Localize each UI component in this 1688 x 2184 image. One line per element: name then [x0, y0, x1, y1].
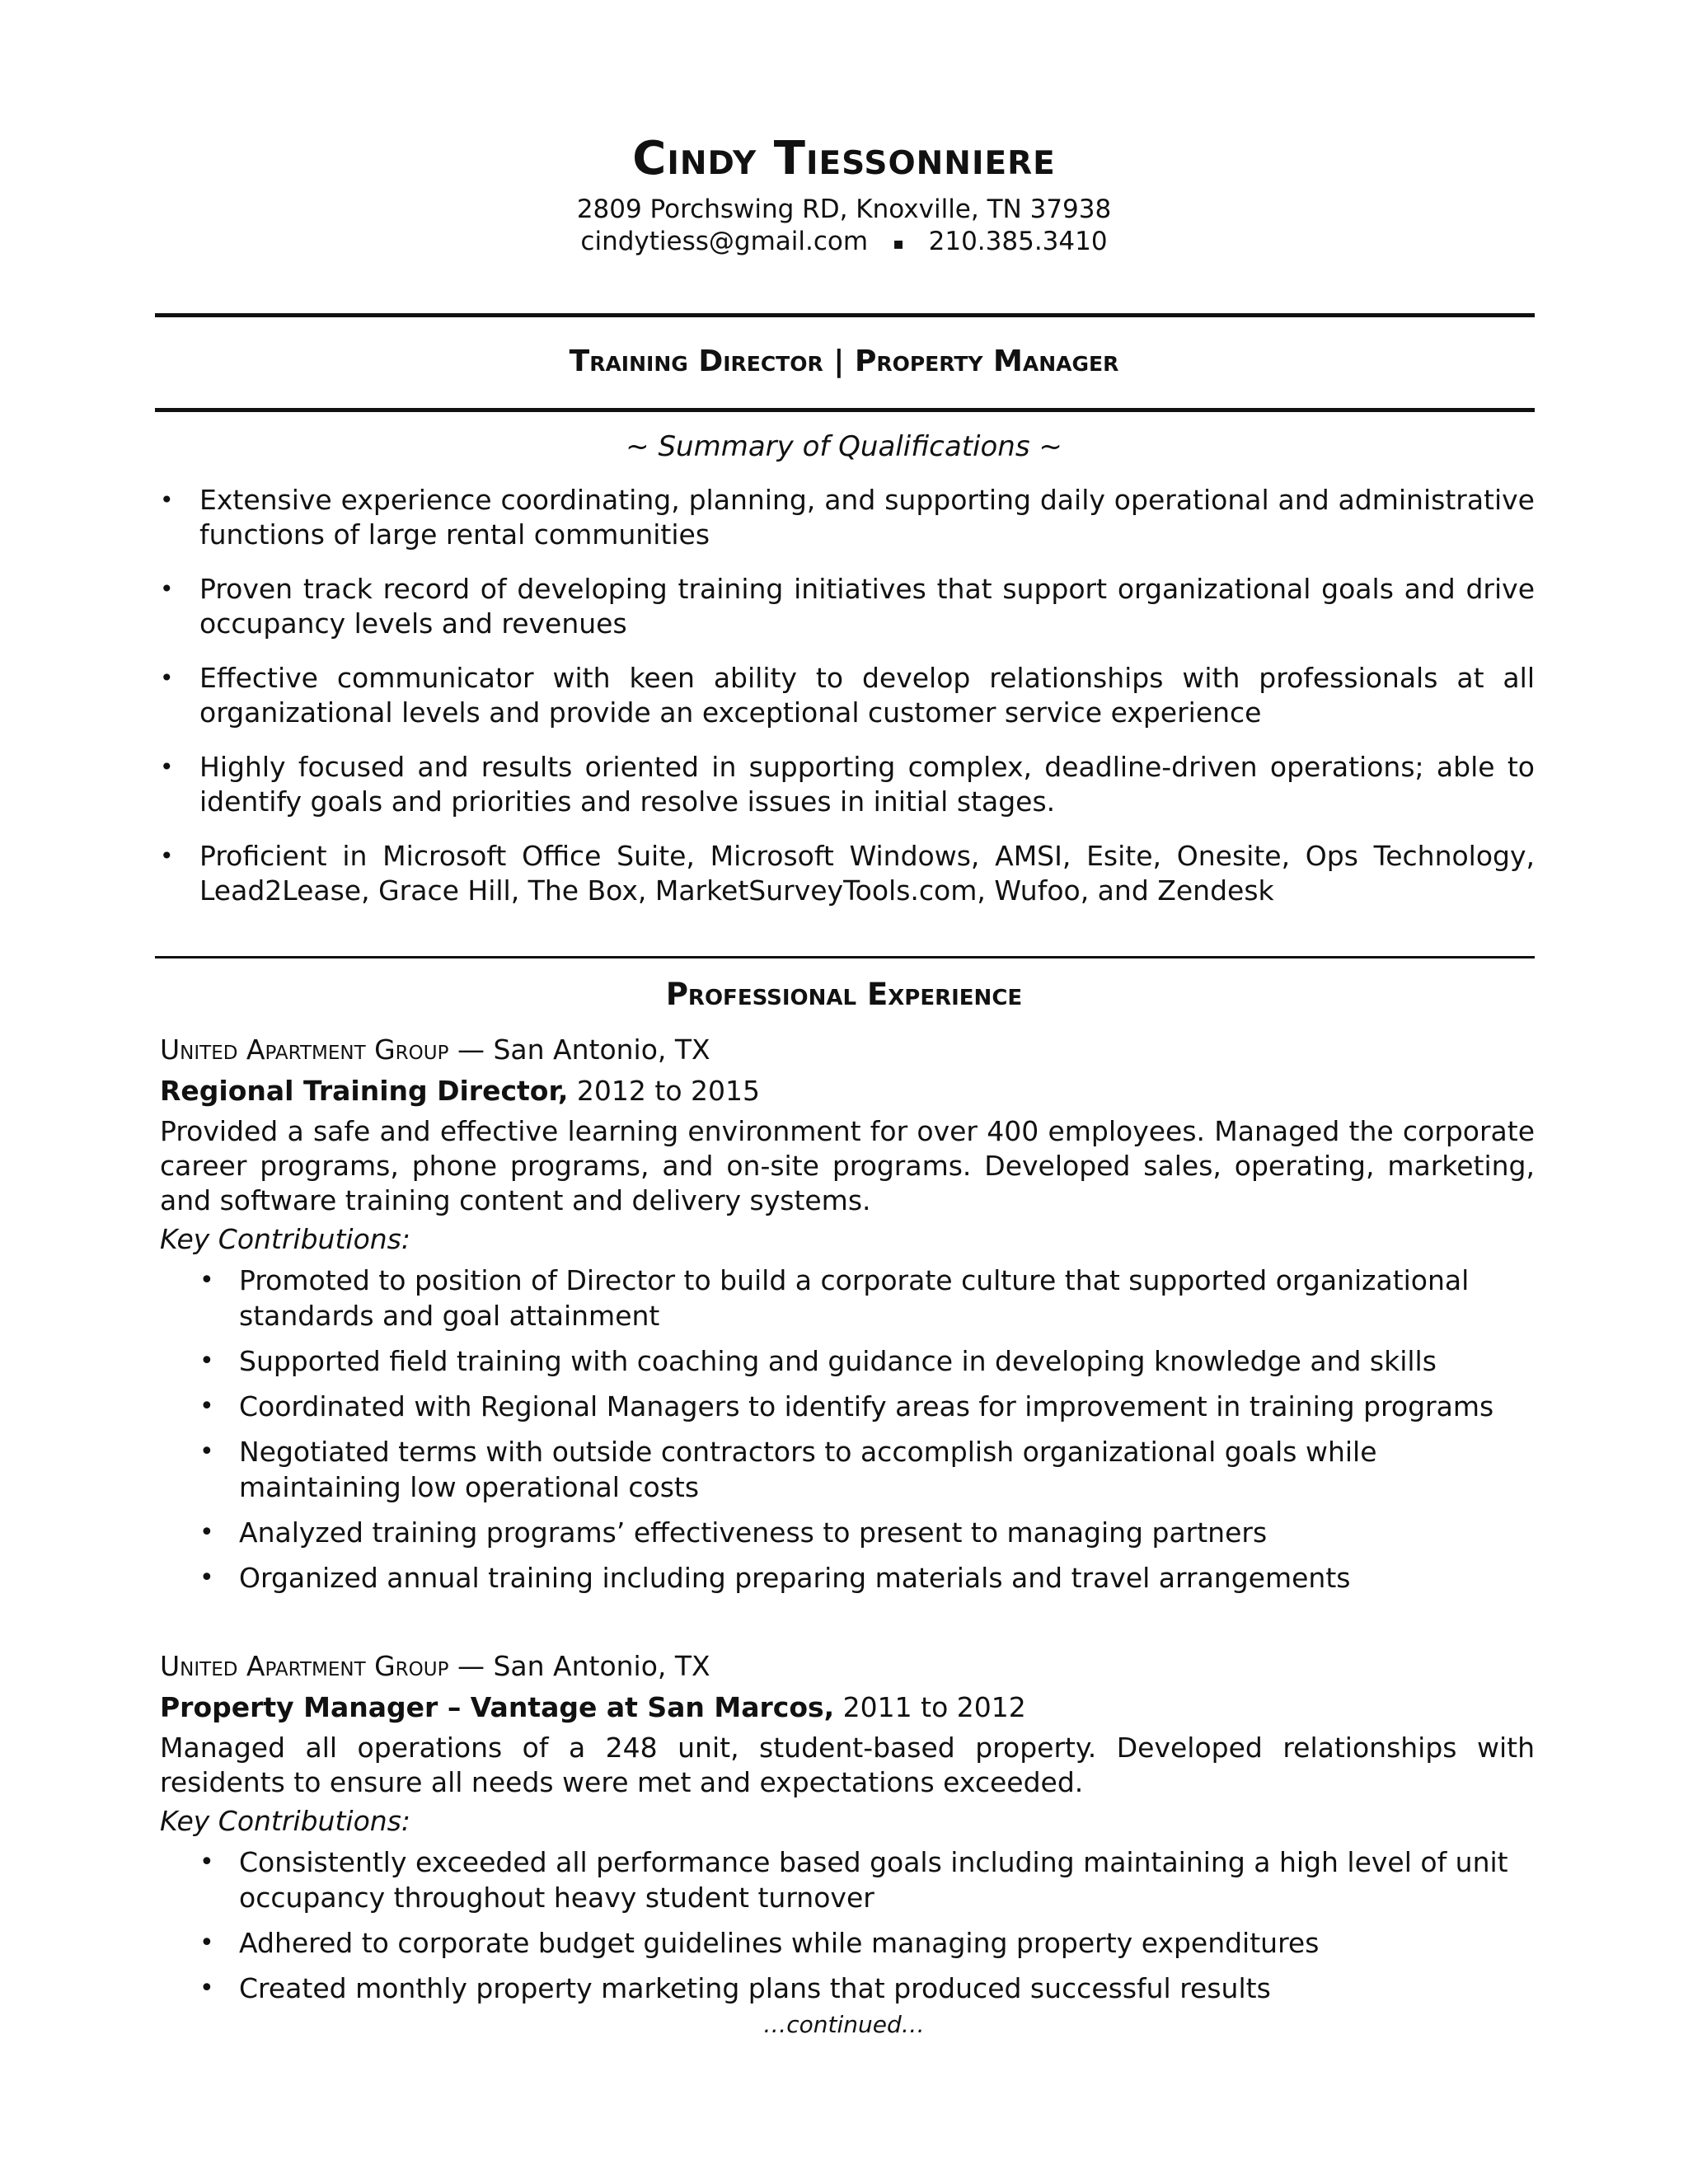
role-dates: 2011 to 2012: [834, 1691, 1026, 1723]
bullet-icon: •: [199, 1518, 214, 1547]
contribution-text: Analyzed training programs’ effectiveness to present to managing partners: [239, 1516, 1268, 1549]
list-item: [160, 1925, 1508, 1961]
company-name: United Apartment Group: [160, 1033, 449, 1066]
contribution-text: Organized annual training including preparing materials and travel arrangements: [239, 1562, 1351, 1594]
role-dates: 2012 to 2015: [568, 1075, 761, 1107]
bullet-icon: •: [199, 1392, 214, 1421]
divider-experience: [155, 956, 1535, 958]
list-item: [157, 750, 1535, 819]
email-text: cindytiess@gmail.com: [580, 227, 869, 256]
list-item: [157, 483, 1535, 552]
list-item: [160, 1263, 1508, 1333]
divider-top: [155, 313, 1535, 317]
address-line: 2809 Porchswing RD, Knoxville, TN 37938: [576, 194, 1112, 224]
qualification-text: Effective communicator with keen ability to develop relationships with professionals at all organizational levels and provide an exceptional customer service experience: [199, 662, 1535, 729]
bullet-icon: •: [199, 1929, 214, 1957]
role-line: [160, 1690, 1535, 1731]
qualification-text: Proven track record of developing training initiatives that support organizational goals and drive occupancy levels and revenues: [199, 573, 1535, 640]
contribution-text: Promoted to position of Director to build a corporate culture that supported organizational standards and goal attainment: [239, 1264, 1470, 1332]
continued-note: …continued…: [763, 2011, 925, 2038]
key-contributions-label: Key Contributions:: [160, 1223, 410, 1255]
bullet-icon: •: [199, 1974, 214, 2003]
divider-headline: [155, 408, 1535, 412]
location: San Antonio, TX: [493, 1033, 710, 1066]
role-line: [160, 1073, 1535, 1114]
contact-line: [0, 227, 1688, 256]
list-item: [160, 1844, 1508, 1915]
company-line: [160, 1648, 1535, 1690]
phone-text: 210.385.3410: [928, 227, 1108, 256]
job-entry: [160, 1648, 1535, 2016]
company-line: [160, 1032, 1535, 1073]
bullet-icon: •: [199, 1347, 214, 1376]
bullet-icon: •: [160, 753, 174, 780]
dash: —: [448, 1033, 494, 1066]
headline: Training Director | Property Manager: [569, 344, 1119, 378]
bullet-icon: •: [199, 1437, 214, 1466]
contribution-text: Adhered to corporate budget guidelines while managing property expenditures: [239, 1927, 1320, 1959]
key-contributions-label: Key Contributions:: [160, 1805, 410, 1837]
contributions-list: [160, 1263, 1535, 1596]
dash: —: [448, 1650, 494, 1682]
location: San Antonio, TX: [493, 1650, 710, 1682]
contribution-text: Negotiated terms with outside contractors to accomplish organizational goals while maintaining low operational costs: [239, 1436, 1377, 1503]
bullet-icon: •: [160, 664, 174, 691]
bullet-icon: •: [199, 1848, 214, 1877]
bullet-icon: •: [160, 486, 174, 513]
qualification-text: Highly focused and results oriented in supporting complex, deadline-driven operations; able to identify goals and priorities and resolve issues in initial stages.: [199, 751, 1535, 818]
bullet-icon: •: [160, 575, 174, 602]
contribution-text: Consistently exceeded all performance based goals including maintaining a high level of unit occupancy throughout heavy student turnover: [239, 1846, 1508, 1914]
qualification-text: Proficient in Microsoft Office Suite, Microsoft Windows, AMSI, Esite, Onesite, Ops Technology, Lead2Lease, Grace Hill, The Box, MarketSurveyTools.com, Wufoo, and Zendesk: [199, 840, 1535, 907]
bullet-icon: •: [199, 1563, 214, 1592]
list-item: [160, 1515, 1508, 1550]
experience-title: Professional Experience: [665, 977, 1023, 1012]
job-entry: [160, 1032, 1535, 1605]
contribution-text: Supported field training with coaching and guidance in developing knowledge and skills: [239, 1345, 1437, 1377]
list-item: [160, 1389, 1508, 1424]
list-item: [160, 1560, 1508, 1596]
separator-icon: ▪: [893, 232, 904, 253]
list-item: [160, 1434, 1508, 1505]
list-item: [160, 1971, 1508, 2006]
role-title: Regional Training Director,: [160, 1075, 569, 1107]
qualification-text: Extensive experience coordinating, planning, and supporting daily operational and administrative functions of large rental communities: [199, 484, 1535, 551]
job-description: Provided a safe and effective learning environment for over 400 employees. Managed the corporate career programs, phone programs, and on-site programs. Developed sales, operating, marketing, and software training content and delivery systems.: [160, 1115, 1535, 1216]
candidate-name: Cindy Tiessonniere: [632, 132, 1056, 185]
bullet-icon: •: [160, 842, 174, 869]
company-name: United Apartment Group: [160, 1650, 449, 1682]
bullet-icon: •: [199, 1266, 214, 1295]
contributions-list: [160, 1844, 1535, 2006]
list-item: [157, 839, 1535, 908]
list-item: [160, 1343, 1508, 1379]
contribution-text: Coordinated with Regional Managers to identify areas for improvement in training programs: [239, 1390, 1494, 1422]
qualifications-list: [157, 483, 1535, 928]
job-description: Managed all operations of a 248 unit, student-based property. Developed relationships with residents to ensure all needs were met and expectations exceeded.: [160, 1732, 1535, 1798]
summary-title: ~ Summary of Qualifications ~: [626, 430, 1062, 463]
list-item: [157, 661, 1535, 730]
contribution-text: Created monthly property marketing plans that produced successful results: [239, 1972, 1271, 2004]
role-title: Property Manager – Vantage at San Marcos,: [160, 1691, 835, 1723]
list-item: [157, 572, 1535, 641]
